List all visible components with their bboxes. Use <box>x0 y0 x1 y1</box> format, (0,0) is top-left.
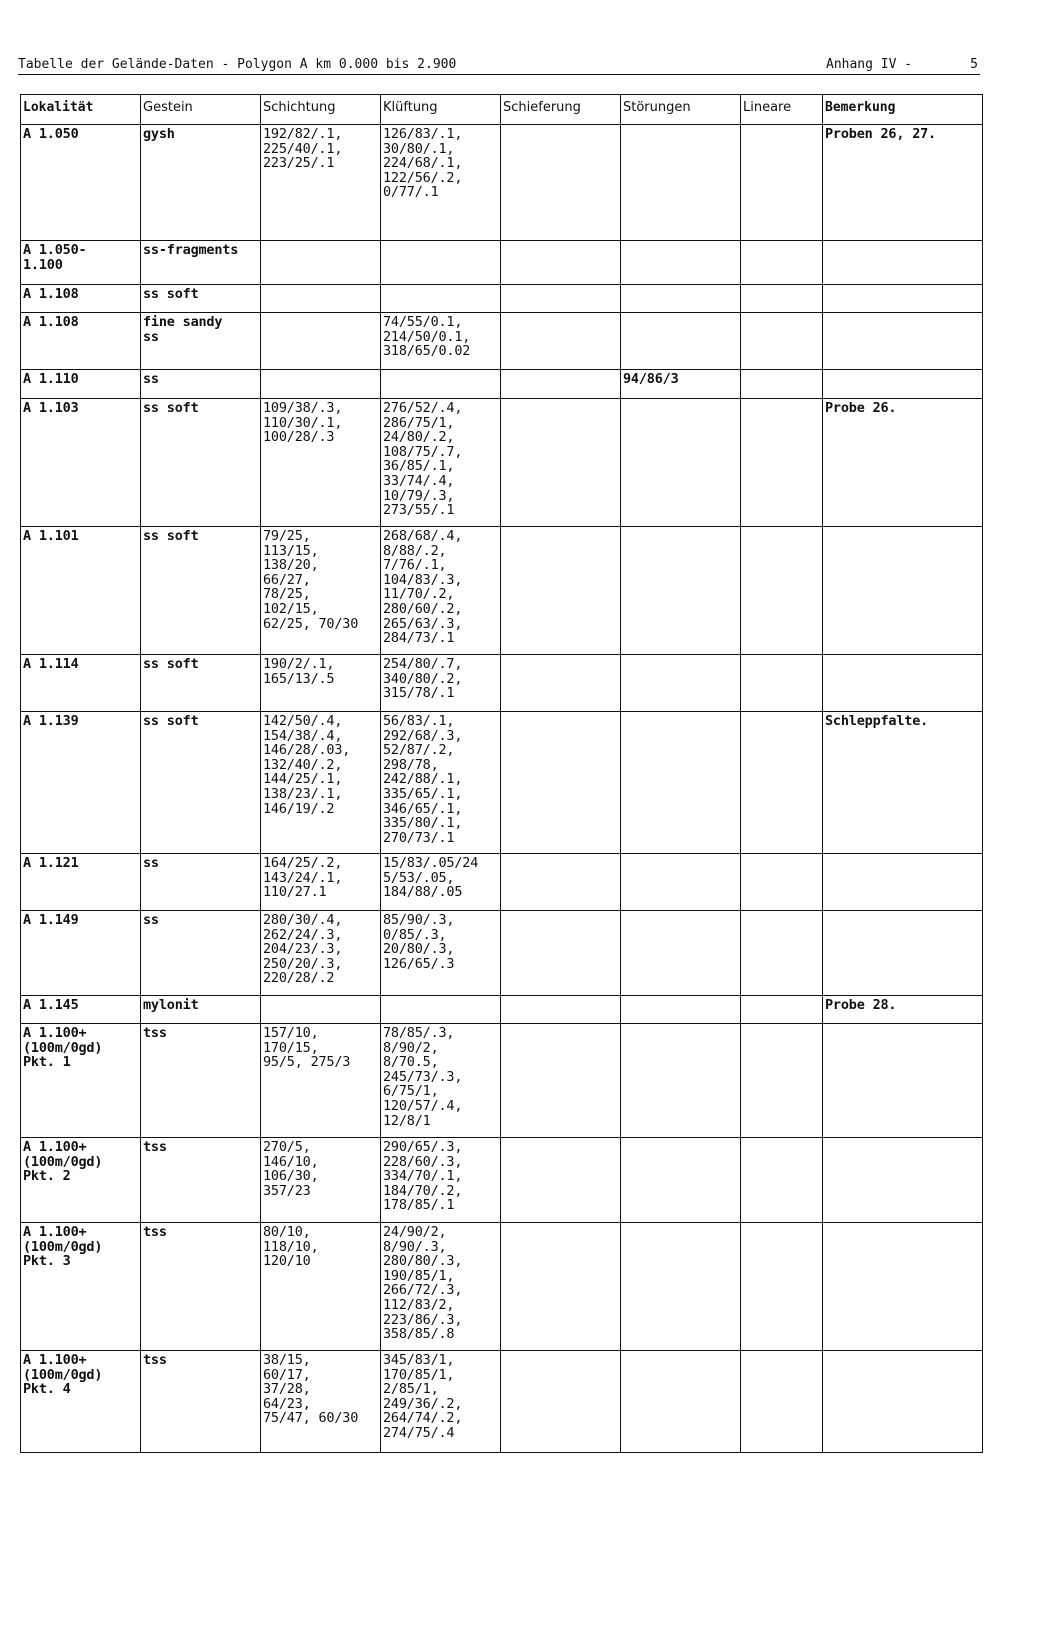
table-row <box>21 1024 983 1138</box>
cell-lineare <box>741 712 823 854</box>
table-row <box>21 1138 983 1223</box>
cell-schieferung <box>501 854 621 911</box>
cell-gestein: fine sandy ss <box>141 313 261 370</box>
cell-bemerkung <box>823 1223 983 1351</box>
cell-storungen <box>621 854 741 911</box>
table-row <box>21 399 983 527</box>
cell-schieferung <box>501 399 621 527</box>
cell-gestein: ss soft <box>141 527 261 655</box>
table-row <box>21 125 983 241</box>
column-header-schichtung: Schichtung <box>261 95 381 125</box>
cell-storungen <box>621 996 741 1024</box>
cell-schichtung: 270/5, 146/10, 106/30, 357/23 <box>261 1138 381 1223</box>
cell-schieferung <box>501 313 621 370</box>
table-row <box>21 313 983 370</box>
cell-lineare <box>741 1138 823 1223</box>
cell-gestein: tss <box>141 1024 261 1138</box>
cell-kluftung: 276/52/.4, 286/75/1, 24/80/.2, 108/75/.7, 36/85/.1, 33/74/.4, 10/79/.3, 273/55/.1 <box>381 399 501 527</box>
cell-lokalitaet: A 1.114 <box>21 655 141 712</box>
table-row <box>21 911 983 996</box>
cell-gestein: tss <box>141 1223 261 1351</box>
cell-kluftung: 126/83/.1, 30/80/.1, 224/68/.1, 122/56/.2, 0/77/.1 <box>381 125 501 241</box>
cell-schichtung: 164/25/.2, 143/24/.1, 110/27.1 <box>261 854 381 911</box>
table-row <box>21 712 983 854</box>
table-row <box>21 1223 983 1351</box>
cell-schichtung: 38/15, 60/17, 37/28, 64/23, 75/47, 60/30 <box>261 1351 381 1453</box>
cell-gestein: tss <box>141 1351 261 1453</box>
document-title: Tabelle der Gelände-Daten - Polygon A km 0.000 bis 2.900 <box>18 57 457 72</box>
cell-bemerkung <box>823 527 983 655</box>
cell-lineare <box>741 125 823 241</box>
cell-schieferung <box>501 241 621 285</box>
cell-kluftung: 345/83/1, 170/85/1, 2/85/1, 249/36/.2, 264/74/.2, 274/75/.4 <box>381 1351 501 1453</box>
table-row <box>21 527 983 655</box>
cell-schieferung <box>501 370 621 399</box>
cell-schichtung <box>261 285 381 313</box>
cell-lineare <box>741 854 823 911</box>
column-header-kluftung: Klüftung <box>381 95 501 125</box>
cell-bemerkung <box>823 1351 983 1453</box>
cell-schieferung <box>501 527 621 655</box>
cell-lokalitaet: A 1.050- 1.100 <box>21 241 141 285</box>
table-row <box>21 241 983 285</box>
cell-schichtung: 142/50/.4, 154/38/.4, 146/28/.03, 132/40/.2, 144/25/.1, 138/23/.1, 146/19/.2 <box>261 712 381 854</box>
cell-storungen <box>621 527 741 655</box>
cell-bemerkung <box>823 370 983 399</box>
cell-storungen <box>621 1024 741 1138</box>
cell-lineare <box>741 527 823 655</box>
cell-schieferung <box>501 712 621 854</box>
cell-lokalitaet: A 1.110 <box>21 370 141 399</box>
cell-bemerkung <box>823 655 983 712</box>
cell-kluftung <box>381 996 501 1024</box>
cell-storungen <box>621 241 741 285</box>
cell-bemerkung: Probe 26. <box>823 399 983 527</box>
cell-lineare <box>741 1024 823 1138</box>
cell-kluftung: 74/55/0.1, 214/50/0.1, 318/65/0.02 <box>381 313 501 370</box>
column-header-lineare: Lineare <box>741 95 823 125</box>
table-row <box>21 285 983 313</box>
page-header <box>18 56 980 75</box>
cell-bemerkung <box>823 1024 983 1138</box>
cell-bemerkung <box>823 241 983 285</box>
cell-lokalitaet: A 1.108 <box>21 313 141 370</box>
cell-schichtung: 80/10, 118/10, 120/10 <box>261 1223 381 1351</box>
cell-schichtung: 157/10, 170/15, 95/5, 275/3 <box>261 1024 381 1138</box>
cell-storungen <box>621 1138 741 1223</box>
cell-schichtung <box>261 241 381 285</box>
cell-schichtung <box>261 370 381 399</box>
cell-gestein: ss <box>141 370 261 399</box>
cell-lineare <box>741 911 823 996</box>
cell-lineare <box>741 285 823 313</box>
table-row <box>21 1351 983 1453</box>
cell-storungen <box>621 125 741 241</box>
cell-schieferung <box>501 655 621 712</box>
page-number: 5 <box>970 57 978 72</box>
cell-lokalitaet: A 1.139 <box>21 712 141 854</box>
cell-storungen <box>621 1351 741 1453</box>
cell-lineare <box>741 1351 823 1453</box>
cell-lokalitaet: A 1.050 <box>21 125 141 241</box>
table-row <box>21 854 983 911</box>
column-header-bemerkung: Bemerkung <box>823 95 983 125</box>
cell-kluftung <box>381 285 501 313</box>
cell-storungen <box>621 399 741 527</box>
cell-lokalitaet: A 1.103 <box>21 399 141 527</box>
cell-lokalitaet: A 1.100+ (100m/0gd) Pkt. 2 <box>21 1138 141 1223</box>
cell-schichtung: 109/38/.3, 110/30/.1, 100/28/.3 <box>261 399 381 527</box>
cell-schieferung <box>501 285 621 313</box>
cell-lineare <box>741 996 823 1024</box>
cell-lineare <box>741 313 823 370</box>
cell-storungen <box>621 712 741 854</box>
cell-gestein: ss soft <box>141 285 261 313</box>
cell-kluftung: 56/83/.1, 292/68/.3, 52/87/.2, 298/78, 242/88/.1, 335/65/.1, 346/65/.1, 335/80/.1, 270/73/.1 <box>381 712 501 854</box>
cell-schichtung: 79/25, 113/15, 138/20, 66/27, 78/25, 102/15, 62/25, 70/30 <box>261 527 381 655</box>
appendix-label: Anhang IV - <box>826 57 913 72</box>
table-row <box>21 655 983 712</box>
cell-lineare <box>741 241 823 285</box>
cell-gestein: tss <box>141 1138 261 1223</box>
cell-schieferung <box>501 996 621 1024</box>
cell-schichtung: 190/2/.1, 165/13/.5 <box>261 655 381 712</box>
cell-schieferung <box>501 1024 621 1138</box>
cell-lokalitaet: A 1.149 <box>21 911 141 996</box>
cell-lokalitaet: A 1.108 <box>21 285 141 313</box>
cell-bemerkung <box>823 285 983 313</box>
cell-lineare <box>741 655 823 712</box>
cell-bemerkung: Schleppfalte. <box>823 712 983 854</box>
cell-schichtung: 280/30/.4, 262/24/.3, 204/23/.3, 250/20/.3, 220/28/.2 <box>261 911 381 996</box>
cell-kluftung <box>381 370 501 399</box>
cell-lineare <box>741 1223 823 1351</box>
cell-schieferung <box>501 125 621 241</box>
cell-kluftung: 15/83/.05/24 5/53/.05, 184/88/.05 <box>381 854 501 911</box>
cell-lokalitaet: A 1.100+ (100m/0gd) Pkt. 1 <box>21 1024 141 1138</box>
column-header-schieferung: Schieferung <box>501 95 621 125</box>
cell-kluftung <box>381 241 501 285</box>
column-header-lokalitaet: Lokalität <box>21 95 141 125</box>
cell-lokalitaet: A 1.100+ (100m/0gd) Pkt. 4 <box>21 1351 141 1453</box>
cell-gestein: mylonit <box>141 996 261 1024</box>
cell-lineare <box>741 399 823 527</box>
cell-kluftung: 24/90/2, 8/90/.3, 280/80/.3, 190/85/1, 266/72/.3, 112/83/2, 223/86/.3, 358/85/.8 <box>381 1223 501 1351</box>
cell-bemerkung <box>823 1138 983 1223</box>
cell-bemerkung: Probe 28. <box>823 996 983 1024</box>
cell-bemerkung: Proben 26, 27. <box>823 125 983 241</box>
cell-gestein: ss soft <box>141 712 261 854</box>
cell-schieferung <box>501 1138 621 1223</box>
cell-bemerkung <box>823 313 983 370</box>
column-header-storungen: Störungen <box>621 95 741 125</box>
cell-lokalitaet: A 1.121 <box>21 854 141 911</box>
cell-schichtung <box>261 996 381 1024</box>
cell-schieferung <box>501 1351 621 1453</box>
cell-lokalitaet: A 1.100+ (100m/0gd) Pkt. 3 <box>21 1223 141 1351</box>
cell-schichtung <box>261 313 381 370</box>
cell-lineare <box>741 370 823 399</box>
cell-kluftung: 254/80/.7, 340/80/.2, 315/78/.1 <box>381 655 501 712</box>
cell-storungen <box>621 655 741 712</box>
cell-lokalitaet: A 1.101 <box>21 527 141 655</box>
cell-bemerkung <box>823 911 983 996</box>
table-row <box>21 370 983 399</box>
cell-bemerkung <box>823 854 983 911</box>
cell-schieferung <box>501 1223 621 1351</box>
cell-gestein: gysh <box>141 125 261 241</box>
field-data-table <box>20 94 983 1453</box>
cell-schichtung: 192/82/.1, 225/40/.1, 223/25/.1 <box>261 125 381 241</box>
cell-kluftung: 290/65/.3, 228/60/.3, 334/70/.1, 184/70/.2, 178/85/.1 <box>381 1138 501 1223</box>
cell-gestein: ss soft <box>141 655 261 712</box>
cell-gestein: ss <box>141 854 261 911</box>
cell-kluftung: 78/85/.3, 8/90/2, 8/70.5, 245/73/.3, 6/75/1, 120/57/.4, 12/8/1 <box>381 1024 501 1138</box>
table-row <box>21 996 983 1024</box>
cell-storungen <box>621 285 741 313</box>
cell-gestein: ss <box>141 911 261 996</box>
table-body <box>21 125 983 1453</box>
cell-lokalitaet: A 1.145 <box>21 996 141 1024</box>
cell-storungen <box>621 313 741 370</box>
cell-storungen: 94/86/3 <box>621 370 741 399</box>
column-header-gestein: Gestein <box>141 95 261 125</box>
cell-kluftung: 268/68/.4, 8/88/.2, 7/76/.1, 104/83/.3, 11/70/.2, 280/60/.2, 265/63/.3, 284/73/.1 <box>381 527 501 655</box>
cell-kluftung: 85/90/.3, 0/85/.3, 20/80/.3, 126/65/.3 <box>381 911 501 996</box>
cell-gestein: ss-fragments <box>141 241 261 285</box>
cell-storungen <box>621 911 741 996</box>
table-header-row <box>21 95 983 125</box>
cell-storungen <box>621 1223 741 1351</box>
cell-schieferung <box>501 911 621 996</box>
cell-gestein: ss soft <box>141 399 261 527</box>
